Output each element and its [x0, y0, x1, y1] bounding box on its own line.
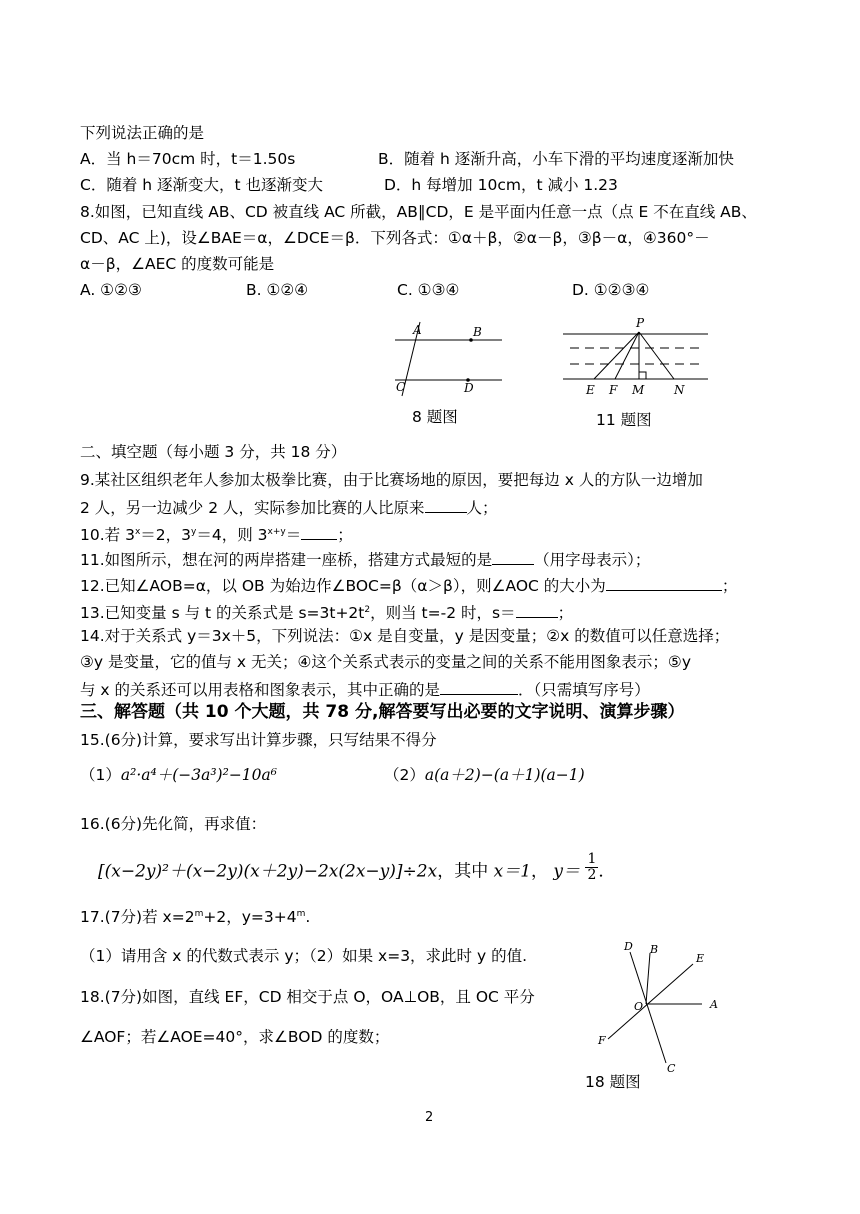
q15-part1-expr: a²·a⁴＋(−3a³)²−10a⁶: [120, 766, 277, 784]
fig11-label-p: P: [636, 316, 645, 330]
fig18-label-b: B: [650, 943, 659, 956]
figure-18-caption: 18 题图: [585, 1073, 641, 1091]
figure-8: [390, 318, 510, 398]
figure-8-caption: 8 题图: [412, 408, 458, 426]
q9-line1: 9.某社区组织老年人参加太极拳比赛，由于比赛场地的原因，要把每边 x 人的方队一边增加: [80, 471, 703, 489]
q9-line2-text: 2 人，另一边减少 2 人，实际参加比赛的人比原来: [80, 499, 425, 517]
q14-line2: ③y 是变量，它的值与 x 无关；④这个关系式表示的变量之间的关系不能用图象表示；⑤y: [80, 653, 691, 671]
fig8-label-b: B: [473, 325, 482, 339]
q8-option-b: B. ①②④: [246, 281, 309, 299]
q8-line3: α－β，∠AEC 的度数可能是: [80, 255, 275, 273]
fig11-label-n: N: [674, 383, 685, 397]
q11-answer-blank: [492, 548, 534, 565]
q10-answer-blank: [301, 523, 337, 540]
q12-answer-blank: [606, 574, 722, 591]
fig11-label-e: E: [586, 383, 595, 397]
q16-expression: [(x−2y)²＋(x−2y)(x＋2y)−2x(2x−y)]÷2x，其中 x＝1， y＝ $\frac{1}{2}$ ．: [98, 851, 616, 883]
q10: 10.若 $3^x=2$，$3^y=4$，则 $3^{x+y}=$ ；: [80, 522, 353, 545]
fig18-label-f: F: [598, 1034, 606, 1047]
q11: 11.如图所示，想在河的两岸搭建一座桥，搭建方式最短的是 （用字母表示）；: [80, 548, 650, 570]
q7-stem: 下列说法正确的是: [80, 124, 205, 142]
page-number: 2: [425, 1110, 434, 1125]
fig18-label-o: O: [634, 1000, 644, 1013]
q9-line2-end: 人；: [466, 499, 498, 517]
q13-answer-blank: [516, 601, 558, 618]
q9-line2: [80, 496, 498, 518]
q15-part2: （2）a(a＋2)−(a＋1)(a−1): [384, 766, 585, 784]
q7-option-c: C．随着 h 逐渐变大，t 也逐渐变大: [80, 176, 324, 194]
q14-line3: 与 x 的关系还可以用表格和图象表示，其中正确的是 ．（只需填写序号）: [80, 678, 650, 700]
section-3-title: 三、解答题（共 10 个大题，共 78 分,解答要写出必要的文字说明、演算步骤）: [80, 702, 685, 722]
q8-line2: CD、AC 上)，设∠BAE＝α，∠DCE＝β．下列各式：①α＋β，②α－β，③β－α，④360°－: [80, 229, 710, 247]
q18-line2: ∠AOF；若∠AOE=40°，求∠BOD 的度数；: [80, 1028, 390, 1046]
section-2-title: 二、填空题（每小题 3 分，共 18 分）: [80, 443, 347, 461]
figure-11: [558, 314, 710, 400]
fig8-label-d: D: [464, 381, 474, 395]
q8-line1: 8.如图，已知直线 AB、CD 被直线 AC 所截，AB∥CD，E 是平面内任意一点（点 E 不在直线 AB、: [80, 203, 757, 221]
q13: 13.已知变量 s 与 t 的关系式是 $s=3t+2t^2$，则当 t=-2 时，s＝ ；: [80, 600, 573, 623]
fig8-label-c: C: [396, 380, 406, 394]
q15-stem: 15.(6分)计算，要求写出计算步骤，只写结果不得分: [80, 731, 437, 749]
q15-part2-expr: a(a＋2)−(a＋1)(a−1): [424, 766, 585, 784]
q7-option-a: A．当 h＝70cm 时，t＝1.50s: [80, 150, 296, 168]
q9-answer-blank: [425, 496, 467, 513]
q8-option-a: A. ①②③: [80, 281, 142, 299]
fig11-label-m: M: [632, 383, 645, 397]
fig11-label-f: F: [609, 383, 618, 397]
q8-option-d: D. ①②③④: [572, 281, 650, 299]
q17-line2: （1）请用含 x 的代数式表示 y；（2）如果 x=3，求此时 y 的值.: [80, 947, 528, 965]
q18-line1: 18.(7分)如图，直线 EF，CD 相交于点 O，OA⊥OB，且 OC 平分: [80, 988, 535, 1006]
q15-part1: （1）a²·a⁴＋(−3a³)²−10a⁶: [80, 766, 277, 784]
q8-option-c: C. ①③④: [397, 281, 460, 299]
fig18-label-a: A: [710, 998, 718, 1011]
figure-11-caption: 11 题图: [596, 411, 652, 429]
q12: 12.已知∠AOB=α，以 OB 为始边作∠BOC=β（α＞β），则∠AOC 的大小为 ；: [80, 574, 737, 596]
q14-answer-blank: [440, 678, 518, 695]
fig18-label-d: D: [624, 940, 633, 953]
q16-fraction: $\frac{1}{2}$: [587, 851, 597, 883]
q7-option-d: D．h 每增加 10cm，t 减小 1.23: [384, 176, 618, 194]
q17-line1: 17.(7分)若 $x=2^m+2$，$y=3+4^m$.: [80, 908, 311, 927]
q14-line1: 14.对于关系式 y＝3x＋5，下列说法：①x 是自变量，y 是因变量；②x 的数值可以任意选择；: [80, 627, 730, 645]
fig8-label-a: A: [413, 323, 422, 337]
fig18-label-c: C: [667, 1062, 676, 1075]
q16-stem: 16.(6分)先化简，再求值：: [80, 815, 267, 833]
figure-18: [590, 935, 730, 1075]
q7-option-b: B．随着 h 逐渐升高，小车下滑的平均速度逐渐加快: [378, 150, 734, 168]
fig18-label-e: E: [696, 952, 705, 965]
